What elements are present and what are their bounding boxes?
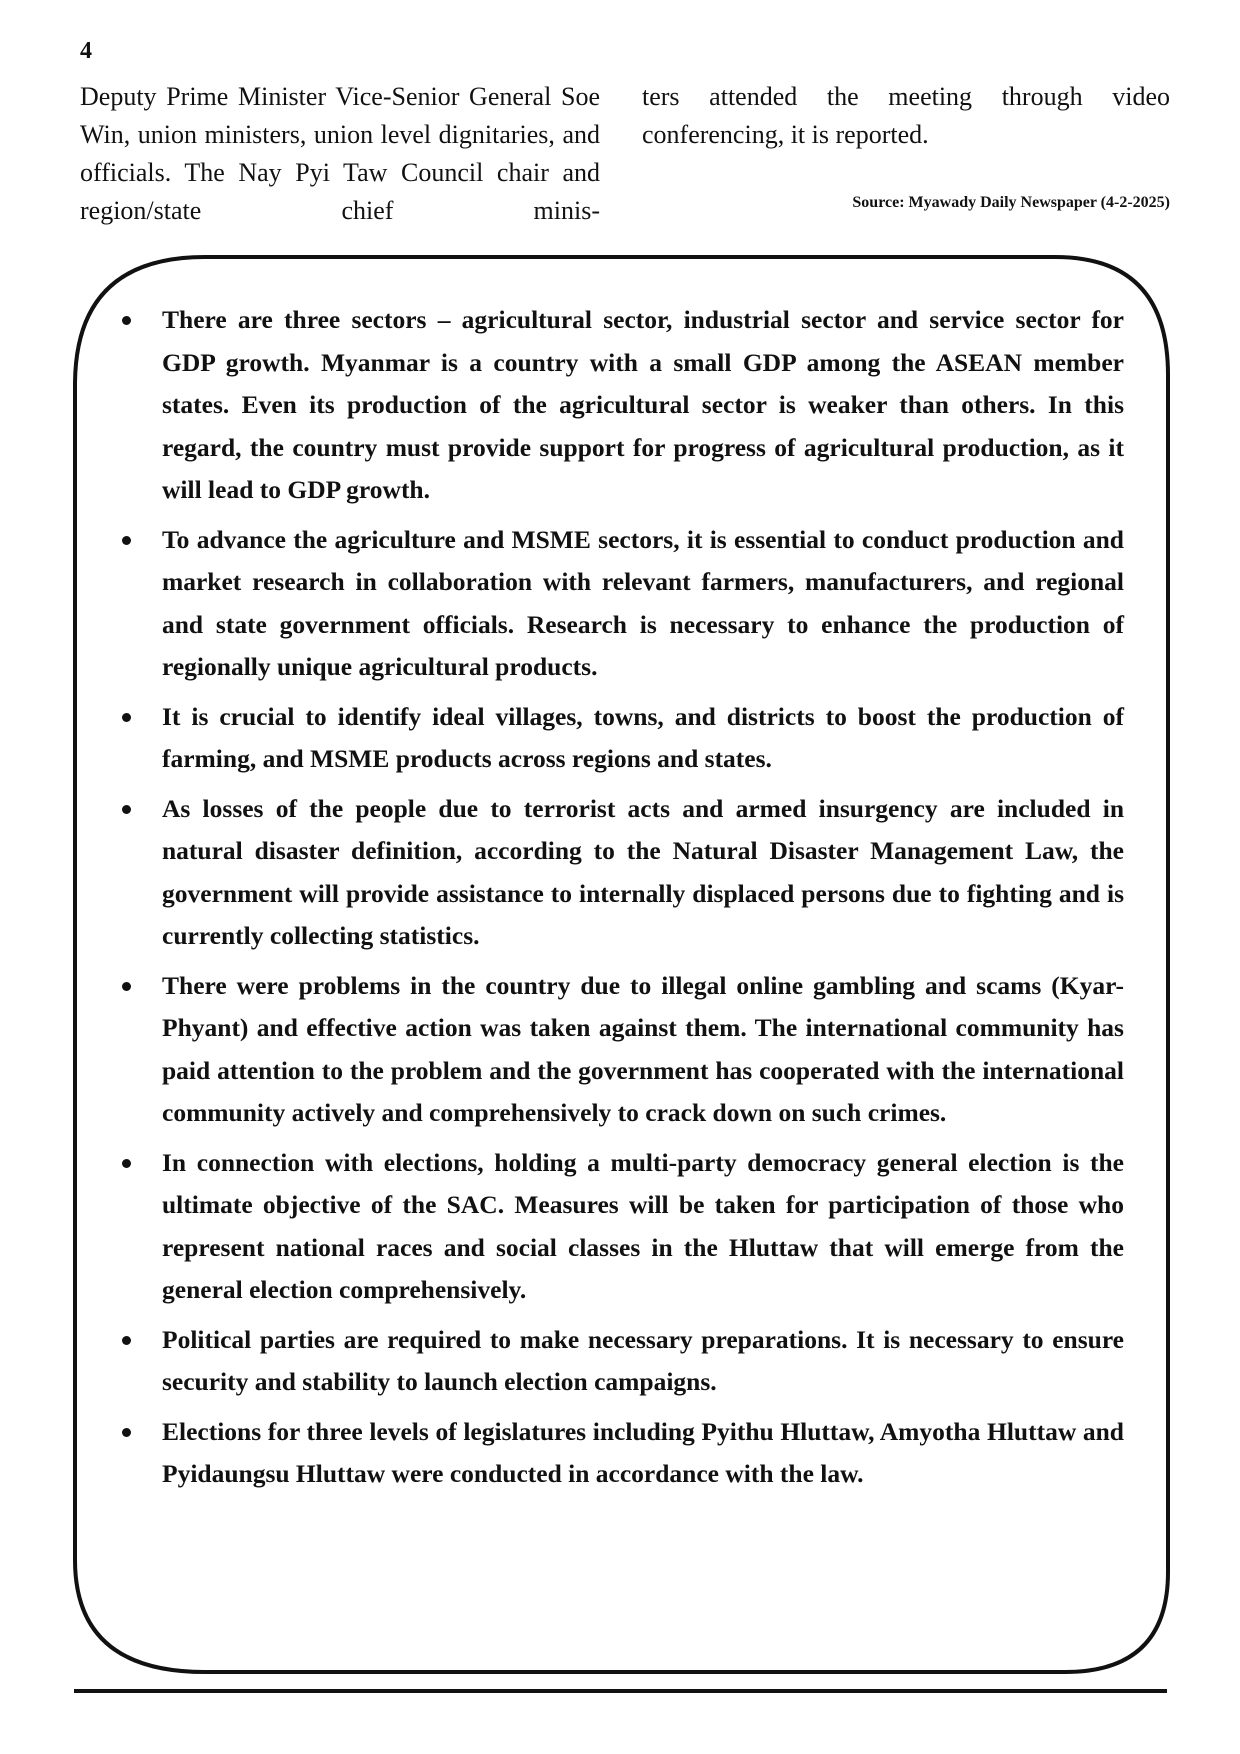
list-item xyxy=(116,1411,1124,1496)
list-item xyxy=(116,299,1124,512)
intro-right-column: ters attended the meeting through video conferencing, it is reported. xyxy=(642,82,1170,149)
list-item-text: Elections for three levels of legislatures including Pyithu Hluttaw, Amyotha Hluttaw and Pyidaungsu Hluttaw were conducted in accordance with the law. xyxy=(162,1416,1124,1488)
highlights-list xyxy=(116,299,1124,1503)
list-item-text: It is crucial to identify ideal villages, towns, and districts to boost the production of farming, and MSME products across regions and states. xyxy=(162,701,1124,773)
bottom-divider xyxy=(74,1689,1167,1693)
bullet-dot-icon xyxy=(122,982,131,991)
bullet-dot-icon xyxy=(122,536,131,545)
bullet-dot-icon xyxy=(122,713,131,722)
list-item xyxy=(116,965,1124,1135)
bullet-dot-icon xyxy=(122,1159,131,1168)
list-item-text: Political parties are required to make necessary preparations. It is necessary to ensure security and stability to launch election campaigns. xyxy=(162,1324,1124,1396)
list-item-text: In connection with elections, holding a multi-party democracy general election is the ultimate objective of the SAC. Measures will be taken for participation of those who represent national races and social classes in the Hluttaw that will emerge from the general election comprehensively. xyxy=(162,1147,1124,1304)
source-citation: Source: Myawady Daily Newspaper (4-2-2025) xyxy=(852,194,1170,211)
list-item-text: As losses of the people due to terrorist acts and armed insurgency are included in natural disaster definition, according to the Natural Disaster Management Law, the government will provide assistance to internally displaced persons due to fighting and is currently collecting statistics. xyxy=(162,793,1124,950)
list-item xyxy=(116,788,1124,958)
list-item xyxy=(116,1142,1124,1312)
list-item-text: There are three sectors – agricultural sector, industrial sector and service sector for GDP growth. Myanmar is a country with a small GDP among the ASEAN member states. Even its production of the agricultural sector is weaker than others. In this regard, the country must provide support for progress of agricultural production, as it will lead to GDP growth. xyxy=(162,305,1124,504)
bullet-dot-icon xyxy=(122,316,131,325)
page-number: 4 xyxy=(80,38,92,64)
intro-columns xyxy=(80,78,1170,238)
bullet-dot-icon xyxy=(122,1428,131,1437)
list-item-text: There were problems in the country due to illegal online gambling and scams (Kyar- Phyant) and effective action was taken against them. The international community has paid attention to the problem and the government has cooperated with the international community actively and comprehensively to crack down on such crimes. xyxy=(162,970,1124,1127)
list-item xyxy=(116,696,1124,781)
list-item xyxy=(116,519,1124,689)
list-item-text: To advance the agriculture and MSME sectors, it is essential to conduct production and market research in collaboration with relevant farmers, manufacturers, and regional and state government officials. Research is necessary to enhance the production of regionally unique agricultural products. xyxy=(162,524,1124,681)
intro-left-column: Deputy Prime Minister Vice-Senior General Soe Win, union ministers, union level dignitaries, and officials. The Nay Pyi Taw Council chair and region/state chief minis- xyxy=(80,82,600,225)
bullet-dot-icon xyxy=(122,1336,131,1345)
bullet-dot-icon xyxy=(122,805,131,814)
list-item xyxy=(116,1319,1124,1404)
